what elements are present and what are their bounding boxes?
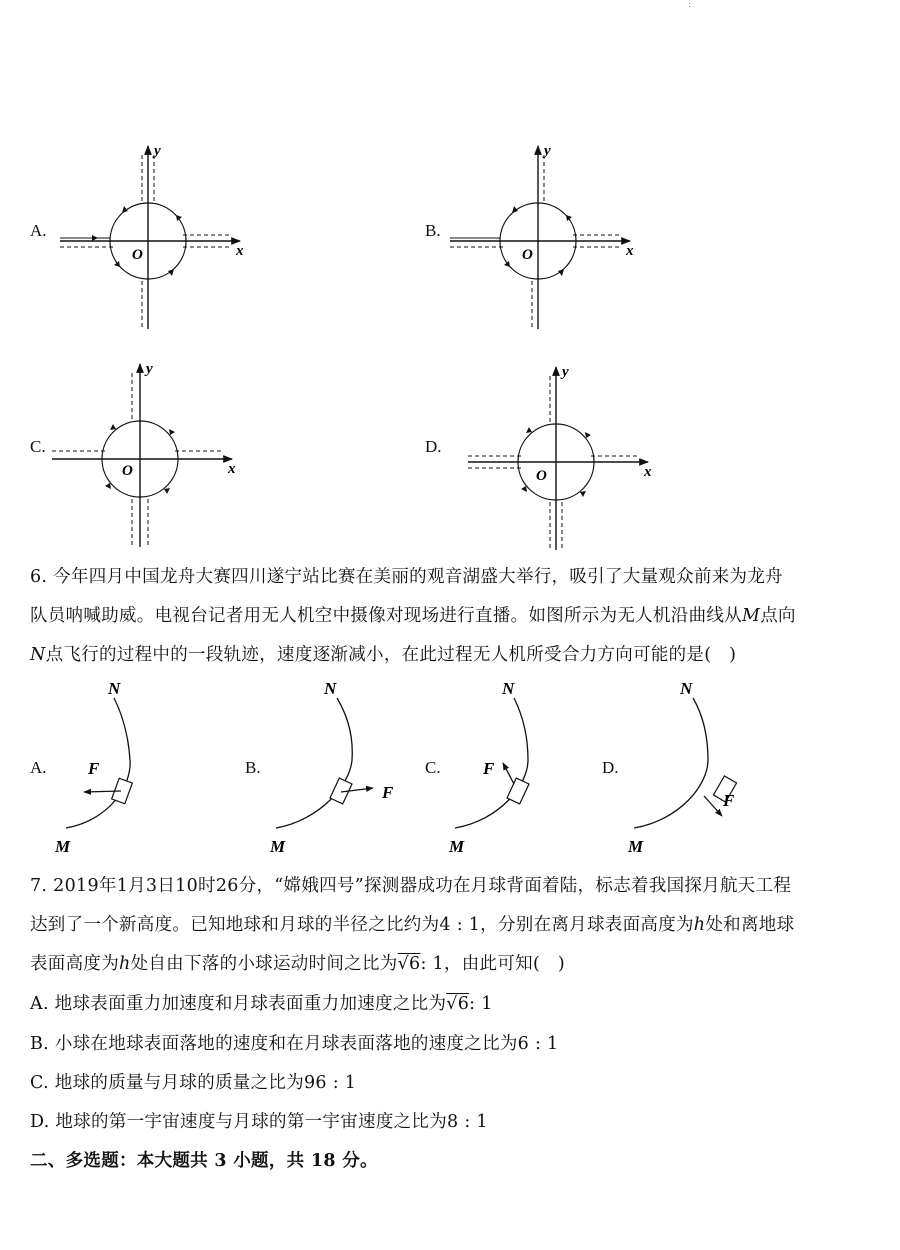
q5-diagram-d bbox=[468, 364, 652, 550]
q6-option-a-letter: A. bbox=[30, 758, 47, 777]
q7-line-3-d: : 1，由此可知( ) bbox=[420, 954, 566, 974]
q7-option-a bbox=[30, 990, 493, 1015]
q6-line-3 bbox=[30, 641, 736, 666]
q5-d-ylabel: y bbox=[562, 364, 569, 380]
q6-var-n: N bbox=[30, 645, 46, 665]
q6-var-m: M bbox=[742, 606, 761, 626]
q6-c-f: F bbox=[483, 759, 495, 778]
q6-diagram-a bbox=[54, 679, 132, 856]
q7-var-h-2: h bbox=[119, 954, 131, 974]
q5-b-origin: O bbox=[522, 247, 533, 263]
q5-diagram-a bbox=[60, 143, 244, 329]
q6-diagrams bbox=[0, 670, 900, 860]
q5-c-xlabel: x bbox=[228, 461, 236, 477]
q5-diagram-c bbox=[52, 361, 236, 547]
q7-line-3-b: 处自由下落的小球运动时间之比为 bbox=[130, 954, 398, 974]
q6-b-m: M bbox=[270, 837, 286, 856]
q6-b-f: F bbox=[382, 783, 394, 802]
q7-line-2-b: 处和离地球 bbox=[705, 915, 795, 935]
q6-c-m: M bbox=[449, 837, 465, 856]
q6-d-f: F bbox=[723, 791, 735, 810]
section-2-header: 二、多选题：本大题共 3 小题，共 18 分。 bbox=[30, 1151, 378, 1171]
q7-line-3-a: 表面高度为 bbox=[30, 954, 119, 974]
q7-option-d: D. 地球的第一宇宙速度与月球的第一宇宙速度之比为8 : 1 bbox=[30, 1112, 488, 1132]
q7-line-2-a: 达到了一个新高度。已知地球和月球的半径之比约为4 : 1，分别在离月球表面高度为 bbox=[30, 915, 694, 935]
q5-b-xlabel: x bbox=[626, 243, 634, 259]
q6-diagram-c bbox=[448, 679, 529, 856]
q6-diagram-b bbox=[269, 679, 394, 856]
q5-c-origin: O bbox=[122, 463, 133, 479]
q7-option-b: B. 小球在地球表面落地的速度和在月球表面落地的速度之比为6 : 1 bbox=[30, 1034, 559, 1054]
q5-option-b-letter: B. bbox=[425, 221, 441, 240]
q5-option-a-letter: A. bbox=[30, 221, 47, 240]
q7-option-c: C. 地球的质量与月球的质量之比为96 : 1 bbox=[30, 1073, 357, 1093]
q6-line-2-text: 队员呐喊助威。电视台记者用无人机空中摄像对现场进行直播。如图所示为无人机沿曲线从 bbox=[30, 606, 742, 626]
q5-a-ylabel: y bbox=[154, 143, 161, 159]
q6-diagram-d bbox=[627, 679, 737, 856]
q5-a-xlabel: x bbox=[236, 243, 244, 259]
q6-a-n: N bbox=[108, 679, 121, 698]
q5-b-ylabel: y bbox=[544, 143, 551, 159]
q7-line-1: 7. 2019年1月3日10时26分，“嫦娥四号”探测器成功在月球背面着陆，标志着我国探月航天工程 bbox=[30, 876, 792, 896]
q5-d-origin: O bbox=[536, 468, 547, 484]
q7-option-a-ratio: : 1 bbox=[469, 994, 493, 1014]
q6-line-2 bbox=[30, 602, 796, 627]
q5-option-d-letter: D. bbox=[425, 437, 442, 456]
q6-c-n: N bbox=[502, 679, 515, 698]
q6-line-2-end: 点向 bbox=[760, 606, 796, 626]
q5-option-c-letter: C. bbox=[30, 437, 46, 456]
q5-d-xlabel: x bbox=[644, 464, 652, 480]
top-mark: : bbox=[688, 0, 692, 10]
q6-option-d-letter: D. bbox=[602, 758, 619, 777]
q6-a-f: F bbox=[88, 759, 100, 778]
q6-d-m: M bbox=[628, 837, 644, 856]
q6-b-n: N bbox=[324, 679, 337, 698]
q7-sqrt6: √6 bbox=[397, 954, 421, 974]
q6-line-1: 6. 今年四月中国龙舟大赛四川遂宁站比赛在美丽的观音湖盛大举行，吸引了大量观众前来为龙舟 bbox=[30, 567, 783, 587]
q7-option-a-sqrt6: √6 bbox=[446, 994, 470, 1014]
q6-option-c-letter: C. bbox=[425, 758, 441, 777]
q6-a-m: M bbox=[55, 837, 71, 856]
q6-line-3-text: 点飞行的过程中的一段轨迹，速度逐渐减小，在此过程无人机所受合力方向可能的是( ) bbox=[45, 645, 737, 665]
q7-var-h-1: h bbox=[693, 915, 706, 935]
q6-option-b-letter: B. bbox=[245, 758, 261, 777]
q5-a-origin: O bbox=[132, 247, 143, 263]
q7-option-a-text: A. 地球表面重力加速度和月球表面重力加速度之比为 bbox=[30, 994, 447, 1014]
q6-d-n: N bbox=[680, 679, 693, 698]
q5-c-ylabel: y bbox=[146, 361, 153, 377]
q7-line-3 bbox=[30, 950, 565, 975]
q5-diagrams bbox=[0, 0, 900, 560]
q7-line-2 bbox=[30, 911, 794, 936]
q5-diagram-b bbox=[450, 143, 634, 329]
